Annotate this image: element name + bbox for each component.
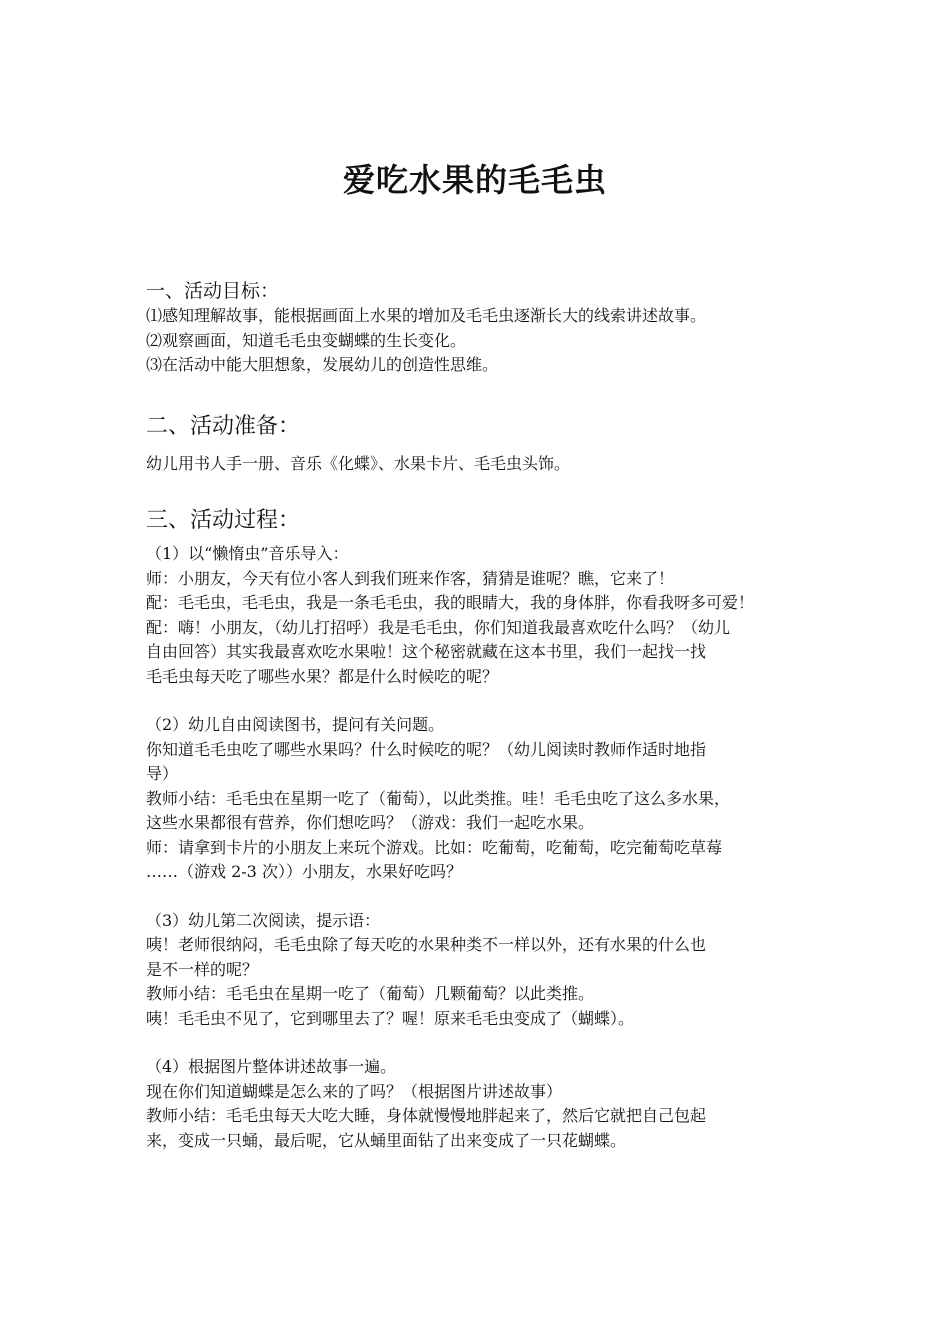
- section-heading-goals: 一、活动目标：: [146, 280, 280, 302]
- step-line: ……（游戏 2-3 次））小朋友，水果好吃吗？: [146, 862, 462, 881]
- preparation-text: 幼儿用书人手一册、音乐《化蝶》、水果卡片、毛毛虫头饰。: [146, 453, 571, 473]
- step-line: 师：请拿到卡片的小朋友上来玩个游戏。比如：吃葡萄，吃葡萄，吃完葡萄吃草莓: [146, 837, 723, 857]
- goal-item: ⑵观察画面，知道毛毛虫变蝴蝶的生长变化。: [146, 330, 467, 350]
- process-step-3: [146, 909, 826, 1032]
- step-line: 师：小朋友，今天有位小客人到我们班来作客，猜猜是谁呢？瞧，它来了！: [146, 568, 675, 588]
- section-preparation: [146, 412, 826, 477]
- step-line: 导）: [146, 764, 179, 783]
- document-title: 爱吃水果的毛毛虫: [342, 161, 607, 199]
- step-line: 自由回答）其实我最喜欢吃水果啦！这个秘密就藏在这本书里，我们一起找一找: [146, 642, 707, 661]
- section-process: [146, 506, 826, 1153]
- step-line: 咦！老师很纳闷，毛毛虫除了每天吃的水果种类不一样以外，还有水果的什么也: [146, 935, 707, 954]
- step-line: 现在你们知道蝴蝶是怎么来的了吗？（根据图片讲述故事）: [146, 1081, 563, 1101]
- section-heading-process: 三、活动过程：: [146, 508, 301, 533]
- step-line: （4）根据图片整体讲述故事一遍。: [146, 1057, 397, 1076]
- step-line: 毛毛虫每天吃了哪些水果？都是什么时候吃的呢？: [146, 666, 499, 686]
- process-step-4: [146, 1055, 826, 1153]
- step-line: 咦！毛毛虫不见了，它到哪里去了？喔！原来毛毛虫变成了（蝴蝶）。: [146, 1008, 635, 1028]
- goal-item: ⑶在活动中能大胆想象，发展幼儿的创造性思维。: [146, 355, 499, 374]
- process-step-2: [146, 713, 826, 885]
- step-line: （3）幼儿第二次阅读，提示语：: [146, 910, 381, 930]
- section-goals: [146, 278, 826, 378]
- step-line: 配：嗨！小朋友，（幼儿打招呼）我是毛毛虫，你们知道我最喜欢吃什么吗？（幼儿: [146, 617, 731, 637]
- step-line: 教师小结：毛毛虫每天大吃大睡，身体就慢慢地胖起来了，然后它就把自己包起: [146, 1106, 707, 1125]
- document-body: [146, 278, 826, 1153]
- step-line: 教师小结：毛毛虫在星期一吃了（葡萄）几颗葡萄？以此类推。: [146, 984, 595, 1003]
- step-line: 你知道毛毛虫吃了哪些水果吗？什么时候吃的呢？（幼儿阅读时教师作适时地指: [146, 739, 707, 759]
- process-step-1: [146, 542, 826, 689]
- section-heading-preparation: 二、活动准备：: [146, 413, 301, 439]
- step-line: （2）幼儿自由阅读图书，提问有关问题。: [146, 715, 445, 734]
- step-line: 教师小结：毛毛虫在星期一吃了（葡萄），以此类推。哇！毛毛虫吃了这么多水果，: [146, 788, 731, 808]
- step-line: （1）以“懒惰虫”音乐导入：: [146, 544, 349, 563]
- step-line: 配：毛毛虫，毛毛虫，我是一条毛毛虫，我的眼睛大，我的身体胖，你看我呀多可爱！: [146, 593, 755, 612]
- step-line: 是不一样的呢？: [146, 959, 259, 979]
- step-line: 来，变成一只蛹，最后呢，它从蛹里面钻了出来变成了一只花蝴蝶。: [146, 1130, 627, 1150]
- step-line: 这些水果都很有营养，你们想吃吗？（游戏：我们一起吃水果。: [146, 813, 595, 832]
- goal-item: ⑴感知理解故事，能根据画面上水果的增加及毛毛虫逐渐长大的线索讲述故事。: [146, 306, 707, 325]
